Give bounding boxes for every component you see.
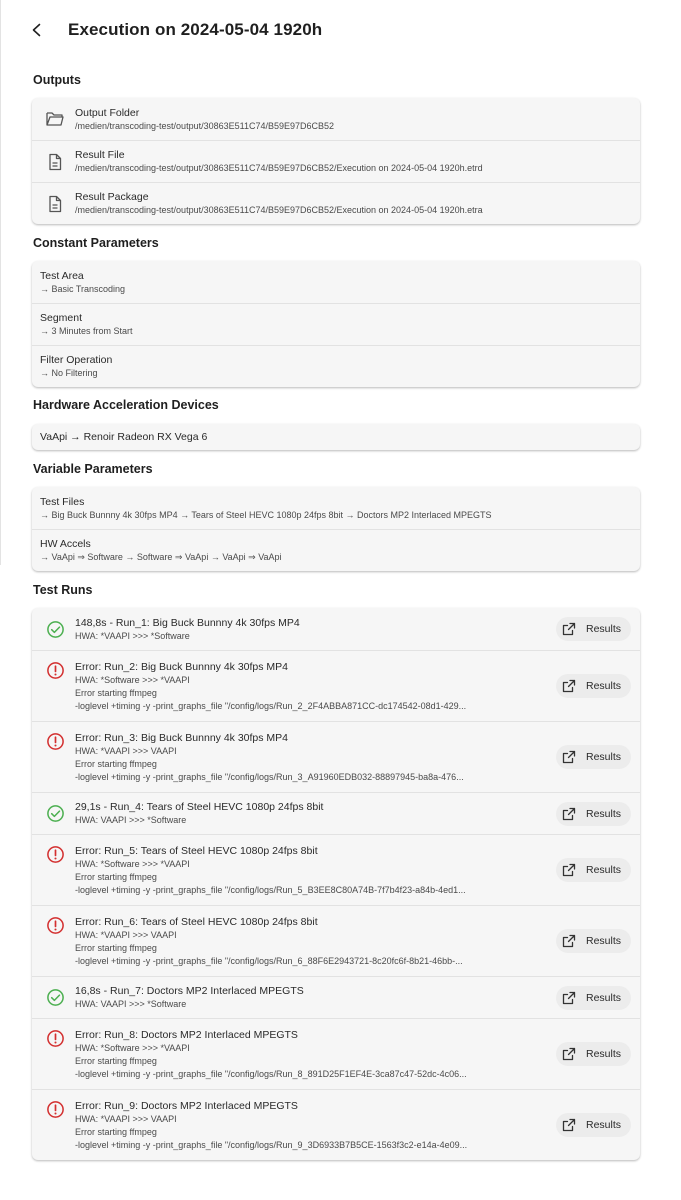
param-row (32, 261, 640, 303)
results-button[interactable] (556, 1042, 631, 1066)
result-package-row[interactable] (32, 182, 640, 224)
test-run-row (32, 834, 640, 905)
results-button-label: Results (585, 1048, 621, 1060)
section-title-outputs: Outputs (33, 73, 81, 87)
results-button-label: Results (585, 807, 621, 820)
test-run-row (32, 1018, 640, 1089)
error-circle-icon (46, 732, 65, 751)
run-title: Error: Run_3: Big Buck Bunnny 4k 30fps MP4 (75, 731, 289, 744)
check-circle-icon (46, 620, 65, 639)
outputs-card (32, 98, 640, 224)
param-row (32, 529, 640, 571)
variable-parameters-card (32, 487, 640, 571)
run-error: Error starting ffmpeg (75, 1055, 157, 1066)
run-title: Error: Run_2: Big Buck Bunnny 4k 30fps MP4 (75, 660, 289, 673)
test-run-row (32, 721, 640, 792)
run-hwa: HWA: *VAAPI >>> VAAPI (75, 1113, 177, 1124)
run-hwa: HWA: *VAAPI >>> *Software (75, 630, 190, 641)
results-button[interactable] (556, 858, 631, 882)
param-label: Test Area (40, 269, 84, 282)
run-title: 148,8s - Run_1: Big Buck Bunnny 4k 30fps MP4 (75, 616, 300, 629)
run-error: Error starting ffmpeg (75, 1126, 157, 1137)
run-hwa: HWA: *Software >>> *VAAPI (75, 1042, 190, 1053)
test-run-row (32, 608, 640, 650)
open-in-new-icon (562, 622, 576, 636)
param-value: → Big Buck Bunnny 4k 30fps MP4 → Tears of Steel HEVC 1080p 24fps 8bit → Doctors MP2 Interlaced MPEGTS (40, 509, 492, 520)
test-run-row (32, 792, 640, 834)
open-in-new-icon (562, 679, 576, 693)
results-button-label: Results (585, 680, 621, 692)
run-hwa: HWA: *VAAPI >>> VAAPI (75, 745, 177, 756)
results-button-label: Results (585, 991, 621, 1004)
hw-device-row (32, 424, 640, 450)
open-in-new-icon (562, 991, 576, 1005)
run-title: 16,8s - Run_7: Doctors MP2 Interlaced MPEGTS (75, 985, 304, 997)
run-error: Error starting ffmpeg (75, 758, 157, 769)
page-title: Execution on 2024-05-04 1920h (68, 20, 323, 39)
run-command: -loglevel +timing -y -print_graphs_file "/config/logs/Run_3_A91960EDB032-88897945-ba8a-476... (75, 771, 464, 782)
run-title: 29,1s - Run_4: Tears of Steel HEVC 1080p 24fps 8bit (75, 801, 324, 813)
test-runs-card (32, 608, 640, 1160)
output-path: /medien/transcoding-test/output/30863E511C74/B59E97D6CB52/Execution on 2024-05-04 1920h.etrd (75, 163, 483, 173)
hw-device-label: VaApi → Renoir Radeon RX Vega 6 (40, 431, 208, 443)
param-value: → Basic Transcoding (40, 283, 126, 294)
param-value: → 3 Minutes from Start (40, 326, 133, 336)
check-circle-icon (46, 804, 65, 823)
param-label: Test Files (40, 495, 85, 508)
results-button-label: Results (585, 623, 621, 635)
param-value: → No Filtering (40, 368, 98, 378)
section-title-constant-parameters: Constant Parameters (33, 236, 159, 250)
results-button-label: Results (585, 935, 621, 947)
param-row (32, 487, 640, 529)
open-in-new-icon (562, 863, 576, 877)
results-button[interactable] (556, 674, 631, 698)
run-error: Error starting ffmpeg (75, 871, 157, 882)
results-button[interactable] (556, 986, 631, 1010)
param-label: Filter Operation (40, 354, 113, 366)
test-run-row (32, 650, 640, 721)
results-button[interactable] (556, 1113, 631, 1137)
hw-devices-card (32, 424, 640, 450)
results-button-label: Results (585, 1119, 621, 1131)
error-circle-icon (46, 1100, 65, 1119)
chevron-left-icon (30, 23, 44, 37)
run-title: Error: Run_9: Doctors MP2 Interlaced MPEGTS (75, 1099, 298, 1112)
document-icon (47, 153, 63, 171)
run-hwa: HWA: VAAPI >>> *Software (75, 815, 187, 825)
section-title-test-runs: Test Runs (33, 583, 93, 597)
result-file-row[interactable] (32, 140, 640, 182)
run-hwa: HWA: VAAPI >>> *Software (75, 999, 187, 1009)
test-run-row (32, 1089, 640, 1160)
param-row (32, 303, 640, 345)
results-button[interactable] (556, 617, 631, 641)
run-command: -loglevel +timing -y -print_graphs_file "/config/logs/Run_5_B3EE8C80A74B-7f7b4f23-a84b-4ed1... (75, 884, 466, 895)
output-path: /medien/transcoding-test/output/30863E511C74/B59E97D6CB52/Execution on 2024-05-04 1920h.etra (75, 205, 483, 215)
results-button[interactable] (556, 929, 631, 953)
run-command: -loglevel +timing -y -print_graphs_file "/config/logs/Run_8_891D25F1EF4E-3ca87c47-52dc-4c06... (75, 1068, 467, 1079)
run-command: -loglevel +timing -y -print_graphs_file "/config/logs/Run_2_2F4ABBA871CC-dc174542-08d1-429... (75, 700, 467, 711)
error-circle-icon (46, 661, 65, 680)
run-title: Error: Run_5: Tears of Steel HEVC 1080p 24fps 8bit (75, 844, 318, 857)
test-run-row (32, 976, 640, 1018)
run-hwa: HWA: *Software >>> *VAAPI (75, 858, 190, 869)
output-label: Result File (75, 149, 125, 161)
output-label: Result Package (75, 191, 149, 203)
error-circle-icon (46, 845, 65, 864)
run-error: Error starting ffmpeg (75, 942, 157, 953)
param-value: → VaApi ⇒ Software → Software ⇒ VaApi → VaApi ⇒ VaApi (40, 552, 282, 562)
back-button[interactable] (30, 14, 56, 46)
results-button[interactable] (556, 745, 631, 769)
page-header (30, 14, 322, 46)
open-in-new-icon (562, 1047, 576, 1061)
error-circle-icon (46, 1029, 65, 1048)
run-hwa: HWA: *Software >>> *VAAPI (75, 674, 190, 685)
section-title-hw-devices: Hardware Acceleration Devices (33, 398, 219, 412)
check-circle-icon (46, 988, 65, 1007)
param-label: Segment (40, 312, 83, 324)
error-circle-icon (46, 916, 65, 935)
open-in-new-icon (562, 1118, 576, 1132)
results-button-label: Results (585, 751, 621, 763)
results-button-label: Results (585, 864, 621, 876)
output-label: Output Folder (75, 106, 140, 119)
left-divider (0, 0, 1, 565)
section-title-variable-parameters: Variable Parameters (33, 462, 153, 476)
param-label: HW Accels (40, 538, 91, 550)
open-in-new-icon (562, 750, 576, 764)
results-button[interactable] (556, 802, 631, 826)
output-folder-row[interactable] (32, 98, 640, 140)
run-error: Error starting ffmpeg (75, 687, 157, 698)
document-icon (47, 195, 63, 213)
test-run-row (32, 905, 640, 976)
run-hwa: HWA: *VAAPI >>> VAAPI (75, 929, 177, 940)
run-command: -loglevel +timing -y -print_graphs_file "/config/logs/Run_9_3D6933B7B5CE-1563f3c2-e14a-4e09... (75, 1139, 468, 1150)
run-command: -loglevel +timing -y -print_graphs_file "/config/logs/Run_6_88F6E2943721-8c20fc6f-8b21-46bb-... (75, 955, 463, 966)
run-title: Error: Run_6: Tears of Steel HEVC 1080p 24fps 8bit (75, 915, 318, 928)
run-title: Error: Run_8: Doctors MP2 Interlaced MPEGTS (75, 1028, 298, 1041)
open-in-new-icon (562, 934, 576, 948)
folder-icon (45, 110, 65, 128)
open-in-new-icon (562, 807, 576, 821)
param-row (32, 345, 640, 387)
constant-parameters-card (32, 261, 640, 387)
output-path: /medien/transcoding-test/output/30863E511C74/B59E97D6CB52 (75, 120, 335, 131)
